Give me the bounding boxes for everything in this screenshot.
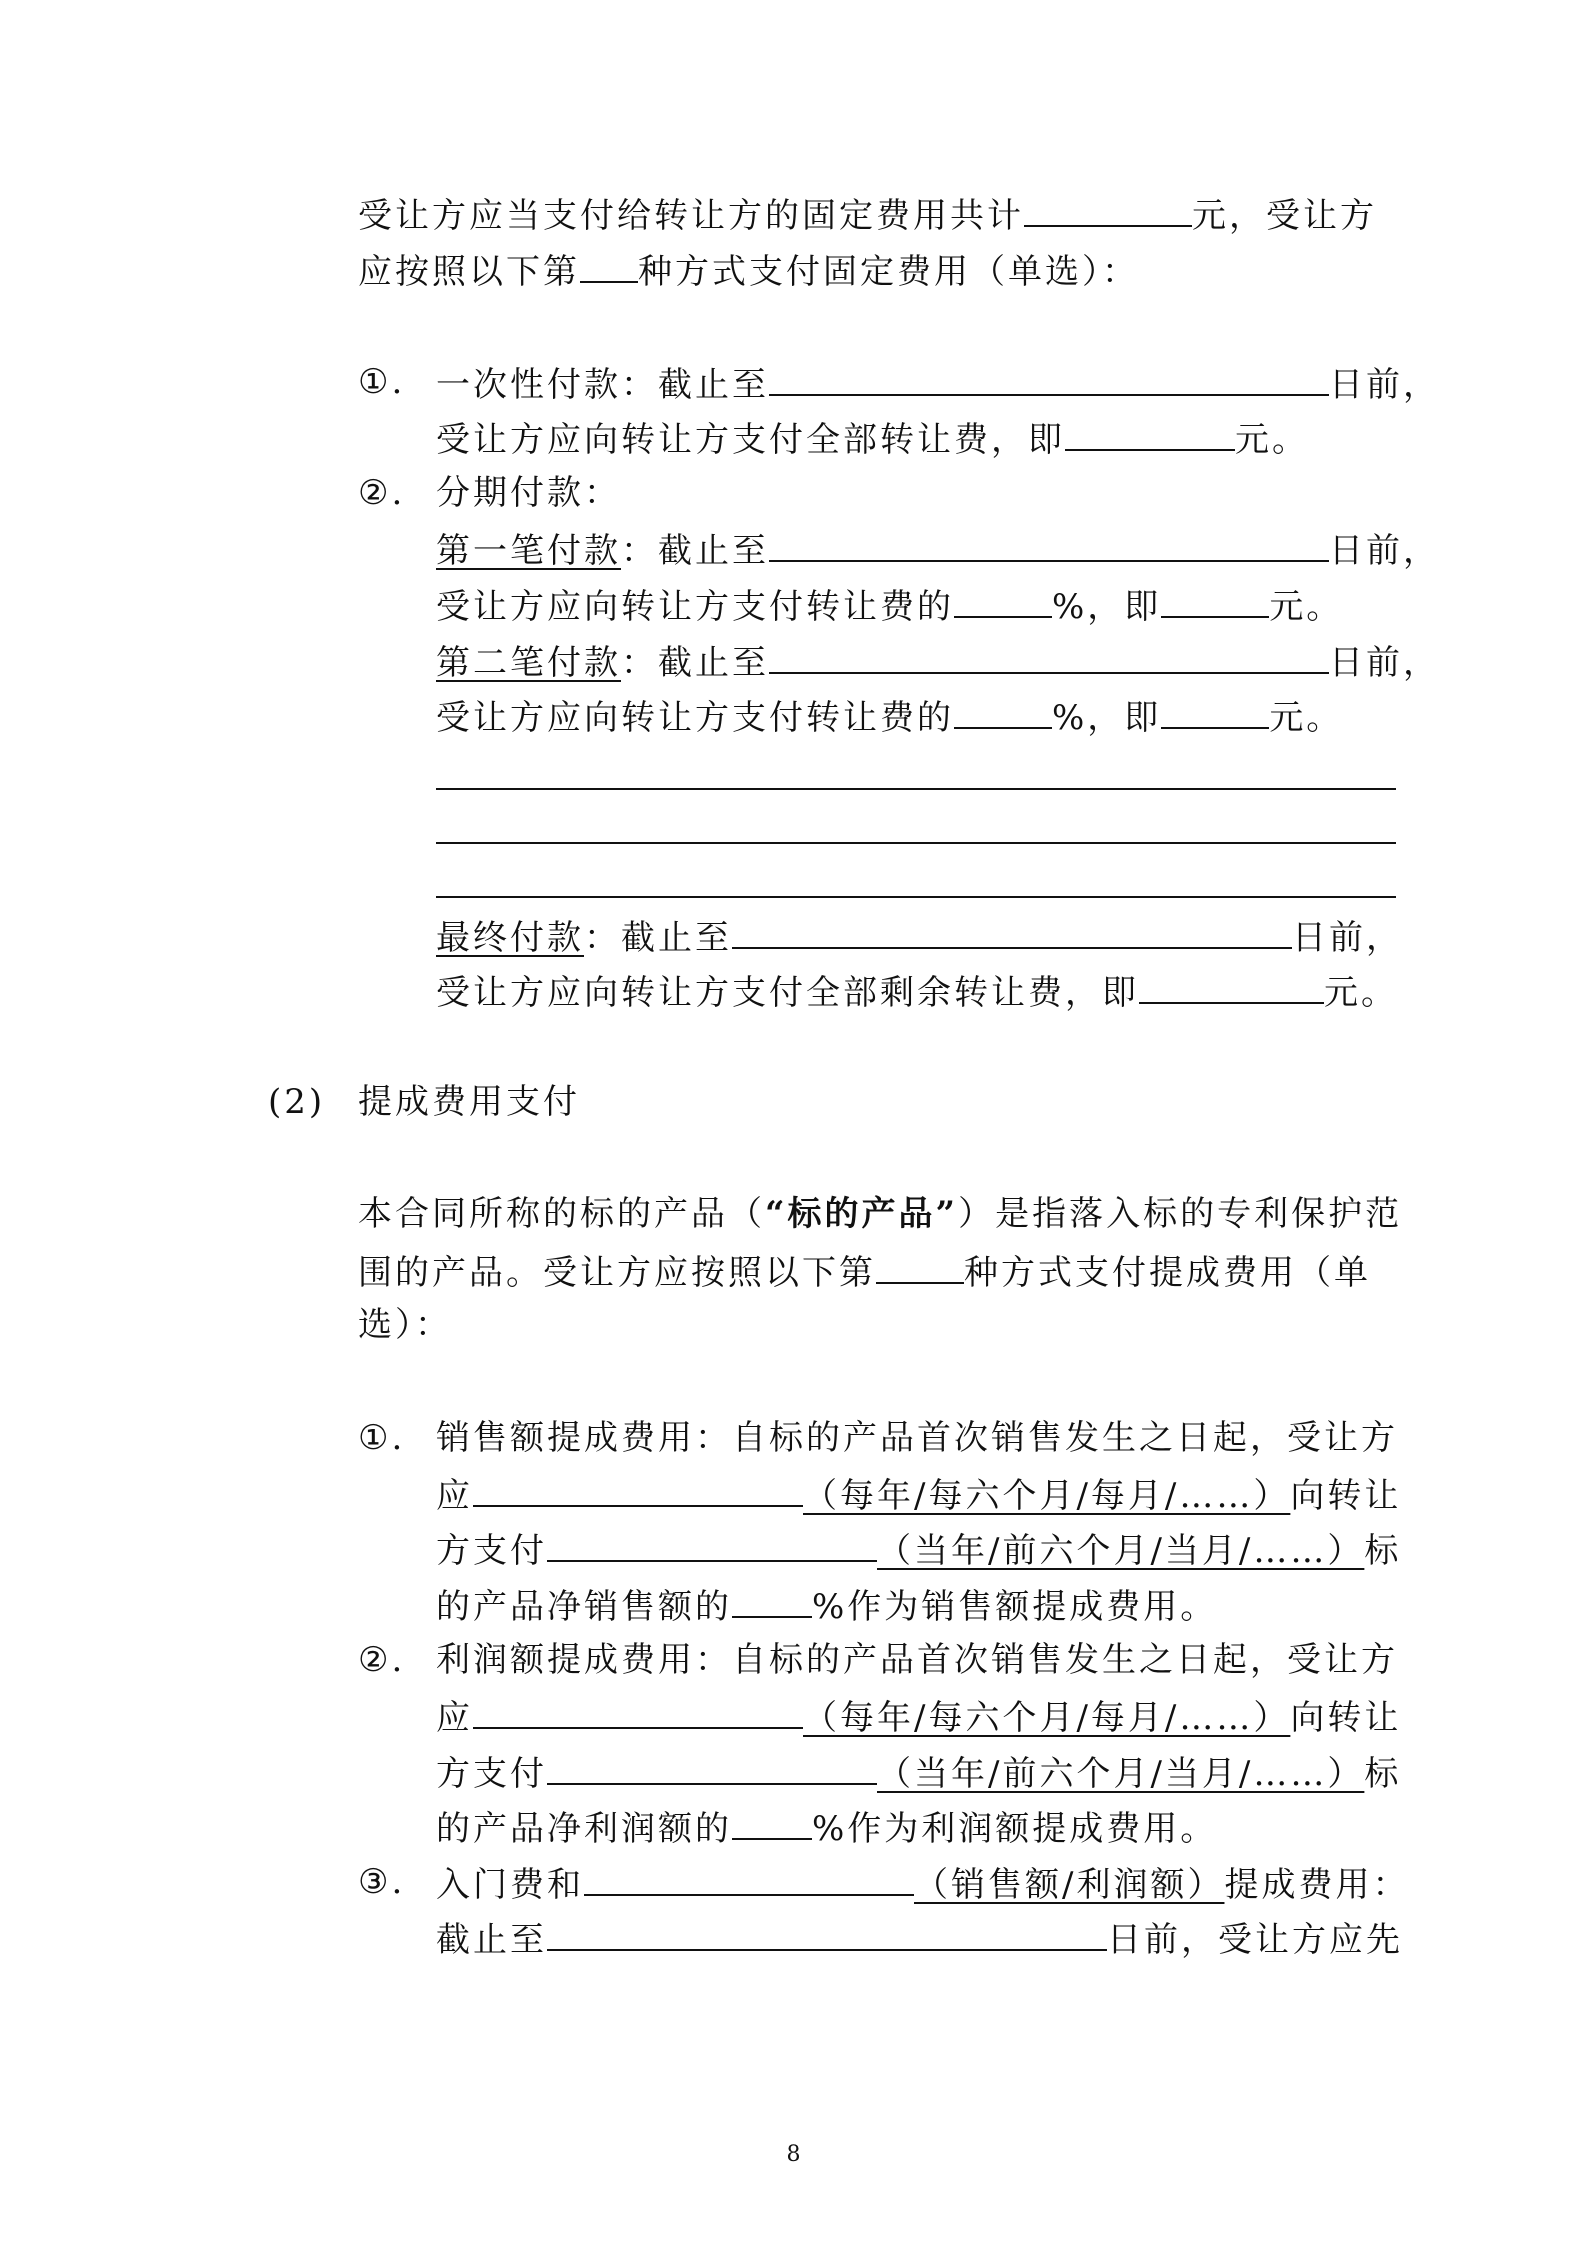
profit-royalty-base-period-blank[interactable] [547,1749,877,1785]
profit-royalty-pay-text: 方支付 [436,1754,547,1794]
royalty-method-blank[interactable] [876,1248,964,1284]
section-number: (2) [268,1082,326,1122]
first-installment-text-end: 日前， [1329,531,1440,571]
final-installment-amount-blank[interactable] [1139,968,1324,1004]
profit-royalty-text-end: 向转让 [1290,1698,1402,1738]
final-installment-line-2 [436,968,1398,1012]
entry-fee-text-end: 提成费用： [1224,1865,1410,1905]
second-installment-line-1 [436,638,1440,682]
first-installment-line-2 [436,582,1343,626]
profit-royalty-line-2 [436,1693,1401,1737]
sales-royalty-pay-text: 方支付 [436,1531,547,1571]
final-installment-pay-end: 元。 [1324,973,1398,1013]
option-number: ①. [358,362,406,402]
fixed-fee-amount-blank[interactable] [1024,191,1192,227]
fixed-fee-line-1 [358,191,1377,235]
final-installment-text-end: 日前， [1292,918,1403,958]
first-installment-date-blank[interactable] [769,526,1329,562]
sales-royalty-line-3 [436,1526,1401,1570]
profit-royalty-pay-end: 标 [1364,1754,1402,1794]
sales-royalty-line-1: 销售额提成费用：自标的产品首次销售发生之日起，受让方 [436,1418,1398,1458]
lump-sum-pay-text: 受让方应向转让方支付全部转让费，即 [436,420,1065,460]
entry-fee-line-1 [436,1860,1409,1904]
sales-royalty-rate-blank[interactable] [732,1582,812,1618]
lump-sum-line-1 [436,360,1440,404]
sales-royalty-base-period-blank[interactable] [547,1526,877,1562]
final-installment-line-1 [436,913,1403,957]
period-options: （每年/每六个月/每月/……） [803,1476,1291,1516]
lump-sum-text-end: 日前， [1329,365,1440,405]
profit-royalty-period-blank[interactable] [473,1693,803,1729]
final-installment-text: ：截止至 [584,918,732,958]
sales-royalty-pay-end: 标 [1364,1531,1402,1571]
sales-royalty-rate-text: 的产品净销售额的 [436,1587,732,1627]
first-installment-pay-end: 元。 [1269,587,1344,627]
option-number: ①. [358,1418,406,1458]
lump-sum-pay-end: 元。 [1235,420,1309,460]
final-installment-pay-text: 受让方应向转让方支付全部剩余转让费，即 [436,973,1139,1013]
method-text-end: 种方式支付固定费用（单选）： [638,252,1139,292]
profit-royalty-rate-end: %作为利润额提成费用。 [812,1809,1218,1849]
lump-sum-date-blank[interactable] [769,360,1329,396]
royalty-intro-line-1 [358,1192,1402,1236]
first-installment-label: 第一笔付款 [436,531,621,571]
second-installment-pay-text: 受让方应向转让方支付转让费的 [436,698,954,738]
royalty-method-text: 围的产品。受让方应按照以下第 [358,1253,876,1293]
entry-fee-text: 入门费和 [436,1865,584,1905]
entry-fee-line-2 [436,1915,1403,1959]
installment-title: 分期付款： [436,473,621,513]
option-number: ③. [358,1862,406,1902]
sales-royalty-line-2 [436,1471,1401,1515]
first-installment-pay-mid: %，即 [1052,587,1162,627]
royalty-intro-text-end: ）是指落入标的专利保护范 [958,1194,1403,1234]
sales-royalty-line-4 [436,1582,1217,1626]
page-number: 8 [786,2142,801,2167]
first-installment-line-1 [436,526,1440,570]
lump-sum-line-2 [436,415,1309,459]
fixed-fee-text: 受让方应当支付给转让方的固定费用共计 [358,196,1024,236]
period-options: （每年/每六个月/每月/……） [803,1698,1291,1738]
method-choice-blank[interactable] [580,247,638,283]
lump-sum-amount-blank[interactable] [1065,415,1235,451]
royalty-intro-text: 本合同所称的标的产品（ [358,1194,765,1234]
profit-royalty-line-1: 利润额提成费用：自标的产品首次销售发生之日起，受让方 [436,1640,1398,1680]
sales-royalty-period-blank[interactable] [473,1471,803,1507]
sales-royalty-text-end: 向转让 [1290,1476,1402,1516]
first-installment-percent-blank[interactable] [954,582,1052,618]
fixed-fee-text-end: 元，受让方 [1192,196,1377,236]
profit-royalty-text: 应 [436,1698,473,1738]
second-installment-label: 第二笔付款 [436,643,621,683]
second-installment-amount-blank[interactable] [1161,693,1269,729]
final-installment-label: 最终付款 [436,918,584,958]
second-installment-percent-blank[interactable] [954,693,1052,729]
extra-installment-blank-1[interactable] [436,788,1396,790]
first-installment-text: ：截止至 [621,531,769,571]
entry-fee-deadline-text: 截止至 [436,1920,547,1960]
entry-fee-date-blank[interactable] [547,1915,1107,1951]
defined-term: “标的产品” [765,1194,959,1234]
method-text: 应按照以下第 [358,252,580,292]
first-installment-amount-blank[interactable] [1161,582,1269,618]
base-period-options: （当年/前六个月/当月/……） [877,1531,1365,1571]
fixed-fee-line-2 [358,247,1139,291]
section-heading: 提成费用支付 [358,1082,580,1122]
profit-royalty-line-4 [436,1804,1217,1848]
first-installment-pay-text: 受让方应向转让方支付转让费的 [436,587,954,627]
option-number: ②. [358,1640,406,1680]
royalty-intro-line-2 [358,1248,1371,1292]
option-number: ②. [358,473,406,513]
second-installment-text: ：截止至 [621,643,769,683]
entry-fee-deadline-end: 日前，受让方应先 [1107,1920,1403,1960]
final-installment-date-blank[interactable] [732,913,1292,949]
lump-sum-text: 一次性付款：截止至 [436,365,769,405]
second-installment-line-2 [436,693,1343,737]
profit-royalty-line-3 [436,1749,1401,1793]
second-installment-pay-end: 元。 [1269,698,1344,738]
royalty-intro-line-3: 选）： [358,1305,452,1345]
extra-installment-blank-2[interactable] [436,842,1396,844]
extra-installment-blank-3[interactable] [436,896,1396,898]
second-installment-pay-mid: %，即 [1052,698,1162,738]
profit-royalty-rate-blank[interactable] [732,1804,812,1840]
profit-royalty-rate-text: 的产品净利润额的 [436,1809,732,1849]
sales-royalty-rate-end: %作为销售额提成费用。 [812,1587,1218,1627]
entry-fee-basis-blank[interactable] [584,1860,914,1896]
second-installment-date-blank[interactable] [769,638,1329,674]
second-installment-text-end: 日前， [1329,643,1440,683]
base-period-options: （当年/前六个月/当月/……） [877,1754,1365,1794]
basis-options: （销售额/利润额） [914,1865,1225,1905]
royalty-method-text-end: 种方式支付提成费用（单 [964,1253,1371,1293]
sales-royalty-text: 应 [436,1476,473,1516]
